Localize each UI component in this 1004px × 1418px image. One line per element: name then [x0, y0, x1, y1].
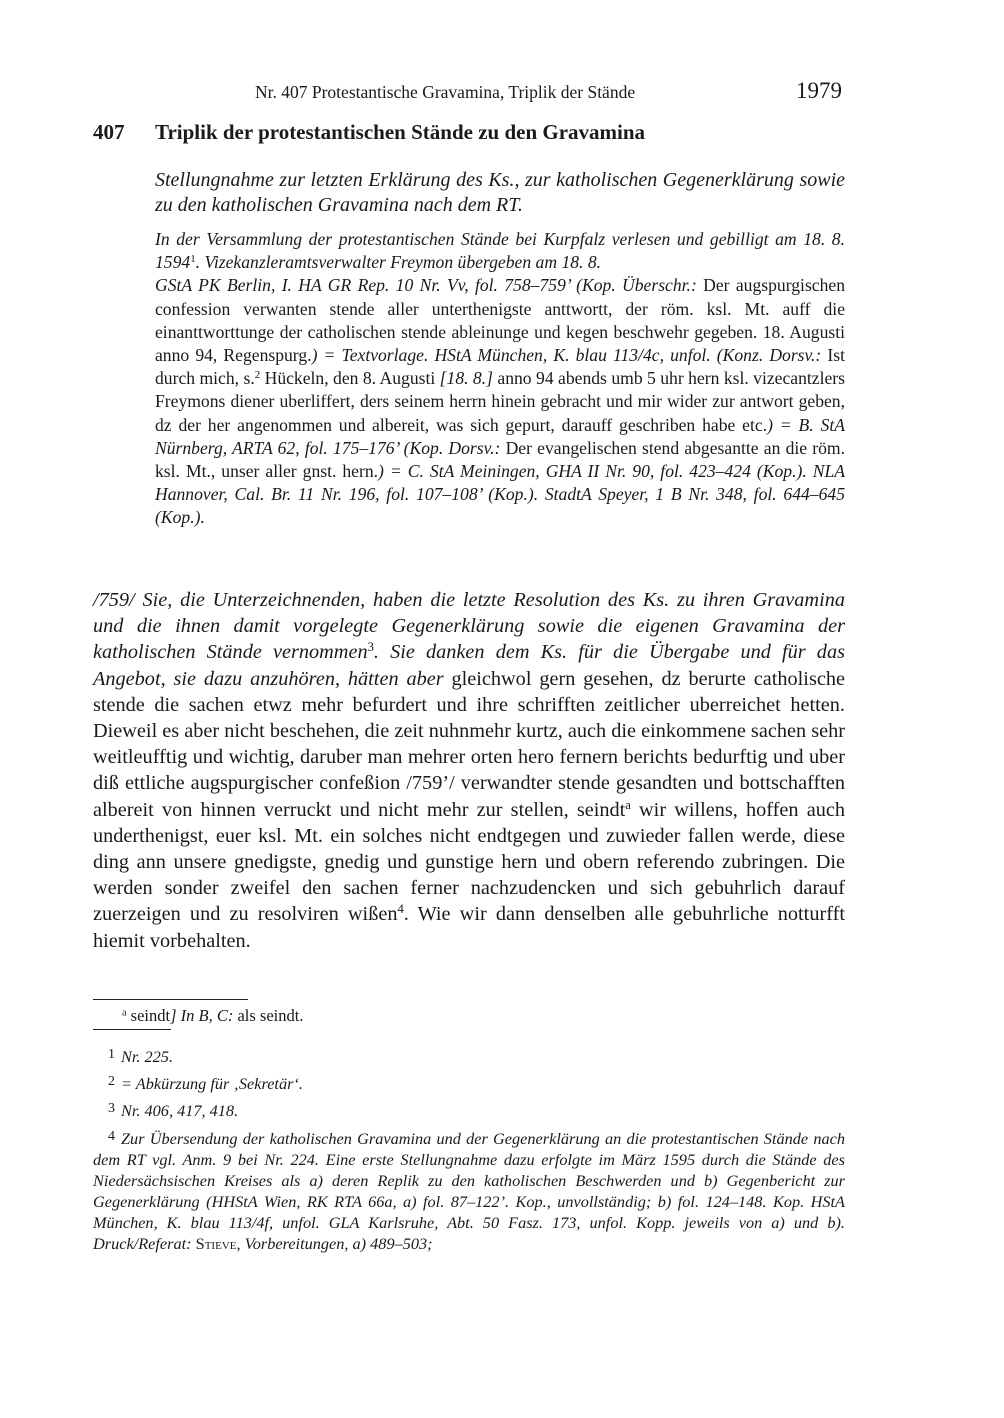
footnote-4	[93, 1126, 845, 1254]
footnote-text: Zur Übersendung der katholischen Gravamina und der Gegenerklärung an die protestantischen Stände nach dem RT vgl. Anm. 9 bei Nr. 224. Eine erste Stellungnahme dazu erfolgte im März 1595 durch die Stände des Niedersächsischen Kreises als a) deren Replik zu den katholischen Beschwerden und b) Gegenbericht zur Gegenerklärung (HHStA Wien, RK RTA 66a, a) fol. 87–122’. Kop., unvollständig; b) fol. 124–148. Kop. HStA München, K. blau 113/4f, unfol. GLA Karlsruhe, Abt. 50 Fasz. 173, unfol. Kopp. jeweils von a) und b). Druck/Referat:	[93, 1128, 845, 1253]
footnote-text: = Abkürzung für ‚Sekretär‘.	[121, 1074, 303, 1094]
note-reference: 3	[367, 640, 374, 655]
textual-note-lemma: seindt	[130, 1006, 171, 1025]
text-segment: ) = B. StA Nürnberg, ARTA 62, fol. 175–176’ (Kop. Dorsv.:	[155, 414, 845, 458]
footnote-number: 1	[108, 1047, 115, 1062]
text-segment: anno 94 abends umb 5 uhr hern ksl. vizecantzlers Freymons diener uberliffert, ders seinem herrn hinein gebracht und mir wider zur antwort geben, dz der her angenommen und albereit, was sich gepurt, darauff geschriben habe etc.	[155, 368, 845, 435]
footnote-divider	[93, 1029, 171, 1030]
text-segment: /759/ Sie, die Unterzeichnenden, haben die letzte Resolution des Ks. zu ihren Gravamina und die ihnen damit vorgelegte Gegenerklärung sowie die eigenen Gravamina der katholischen Stände vernommen	[93, 589, 845, 664]
footnote-number: 2	[108, 1074, 115, 1090]
text-segment: . Vizekanzleramtsverwalter Freymon übergeben am 18. 8.	[195, 252, 602, 273]
textual-note-divider	[93, 999, 248, 1000]
document-title	[93, 120, 645, 145]
text-segment: Hückeln, den 8. Augusti	[260, 368, 440, 389]
document-subtitle: Stellungnahme zur letzten Erklärung des Ks., zur katholischen Gegenerklärung sowie zu den katholischen Gravamina nach dem RT.	[155, 169, 845, 216]
textual-note-reading: als seindt.	[237, 1006, 304, 1025]
footnote-1	[93, 1044, 845, 1067]
footnote-number: 3	[108, 1101, 115, 1117]
footnote-number: 4	[108, 1128, 115, 1144]
note-reference: a	[625, 797, 631, 812]
running-head: Nr. 407 Protestantische Gravamina, Triplik der Stände	[255, 82, 636, 102]
text-segment: In der Versammlung der protestantischen Stände bei Kurpfalz verlesen und gebilligt am 18. 8. 1594	[155, 229, 845, 273]
footnote-2	[93, 1071, 845, 1094]
footnote-text-tail: , Vorbereitungen, a) 489–503;	[236, 1233, 433, 1253]
text-segment: ) = Textvorlage. HStA München, K. blau 113/4c, unfol. (Konz. Dorsv.:	[311, 345, 828, 366]
main-text	[93, 587, 845, 954]
note-reference: 1	[190, 253, 196, 266]
footnote-author: Stieve	[195, 1233, 237, 1253]
note-reference: 2	[254, 369, 261, 382]
page-number: 1979	[796, 78, 842, 103]
title-text: Triplik der protestantischen Stände zu den Gravamina	[155, 120, 646, 144]
document-number: 407	[93, 120, 125, 144]
text-segment: [18. 8.]	[439, 368, 493, 389]
footnote-text: Nr. 406, 417, 418.	[121, 1101, 239, 1121]
textual-note	[122, 1006, 303, 1026]
text-segment: wir willens, hoffen auch underthenigst, euer ksl. Mt. ein solches nicht endtgegen und zuwieder fallen werde, diese ding ann unsere gnedigste, gnedig und gunstige hern und obern referendo zubringen. Die werden sonder zweifel den sachen ferner nachzudencken und sich gebuhrlich darauf zuerzeigen und zu resolviren wißen	[93, 798, 846, 926]
text-segment: gleichwol gern gesehen, dz berurte catholische stende die sachen etwz mehr befurdert und ihre schrifften zeitlicher uberreichet hetten. Dieweil es aber nicht beschehen, die zeit nuhnmehr kurtz, auch die einkommene sachen sehr weitleufftig und wichtig, daruber man mehrer orten hero fernern berichts bedurftig und uber diß ettliche augspurgischer confeßion /759’/ verwandter stende gesandten und bottschafften albereit von hinnen verruckt und nicht mehr zur stellen, seindt	[93, 667, 845, 821]
footnote-text: Nr. 225.	[121, 1047, 174, 1067]
text-segment: GStA PK Berlin, I. HA GR Rep. 10 Nr. Vv, fol. 758–759’ (Kop. Überschr.:	[155, 275, 704, 296]
text-segment: ) = C. StA Meiningen, GHA II Nr. 90, fol. 423–424 (Kop.). NLA Hannover, Cal. Br. 11 Nr. 196, fol. 107–108’ (Kop.). StadtA Speyer, 1 B Nr. 348, fol. 644–645 (Kop.).	[155, 461, 845, 528]
footnote-3	[93, 1098, 845, 1121]
source-apparatus	[155, 228, 845, 530]
note-reference: 4	[397, 902, 404, 917]
text-segment: Ist durch mich, s.	[155, 345, 846, 389]
footnotes	[93, 1044, 845, 1258]
text-segment: Der augspurgischen confession verwanten stende aller unterthenigste anttwortt, der röm. ksl. Mt. auff die einanttworttunge der catholischen stende ableinunge und kegen beschwehr gegeben. 18. Augusti anno 94, Regenspurg.	[155, 275, 845, 366]
text-segment: . Wie wir dann denselben alle gebuhrliche notturfft hiemit vorbehalten.	[93, 903, 845, 952]
text-segment: . Sie danken dem Ks. für die Übergabe und für das Angebot, sie dazu anzuhören, hätten aber	[93, 641, 845, 690]
text-segment: Der evangelischen stend abgesantte an die röm. ksl. Mt., unser aller gnst. hern.	[155, 437, 845, 482]
textual-note-bracket: ] In B, C:	[170, 1006, 234, 1025]
textual-note-marker: a	[122, 1007, 127, 1019]
